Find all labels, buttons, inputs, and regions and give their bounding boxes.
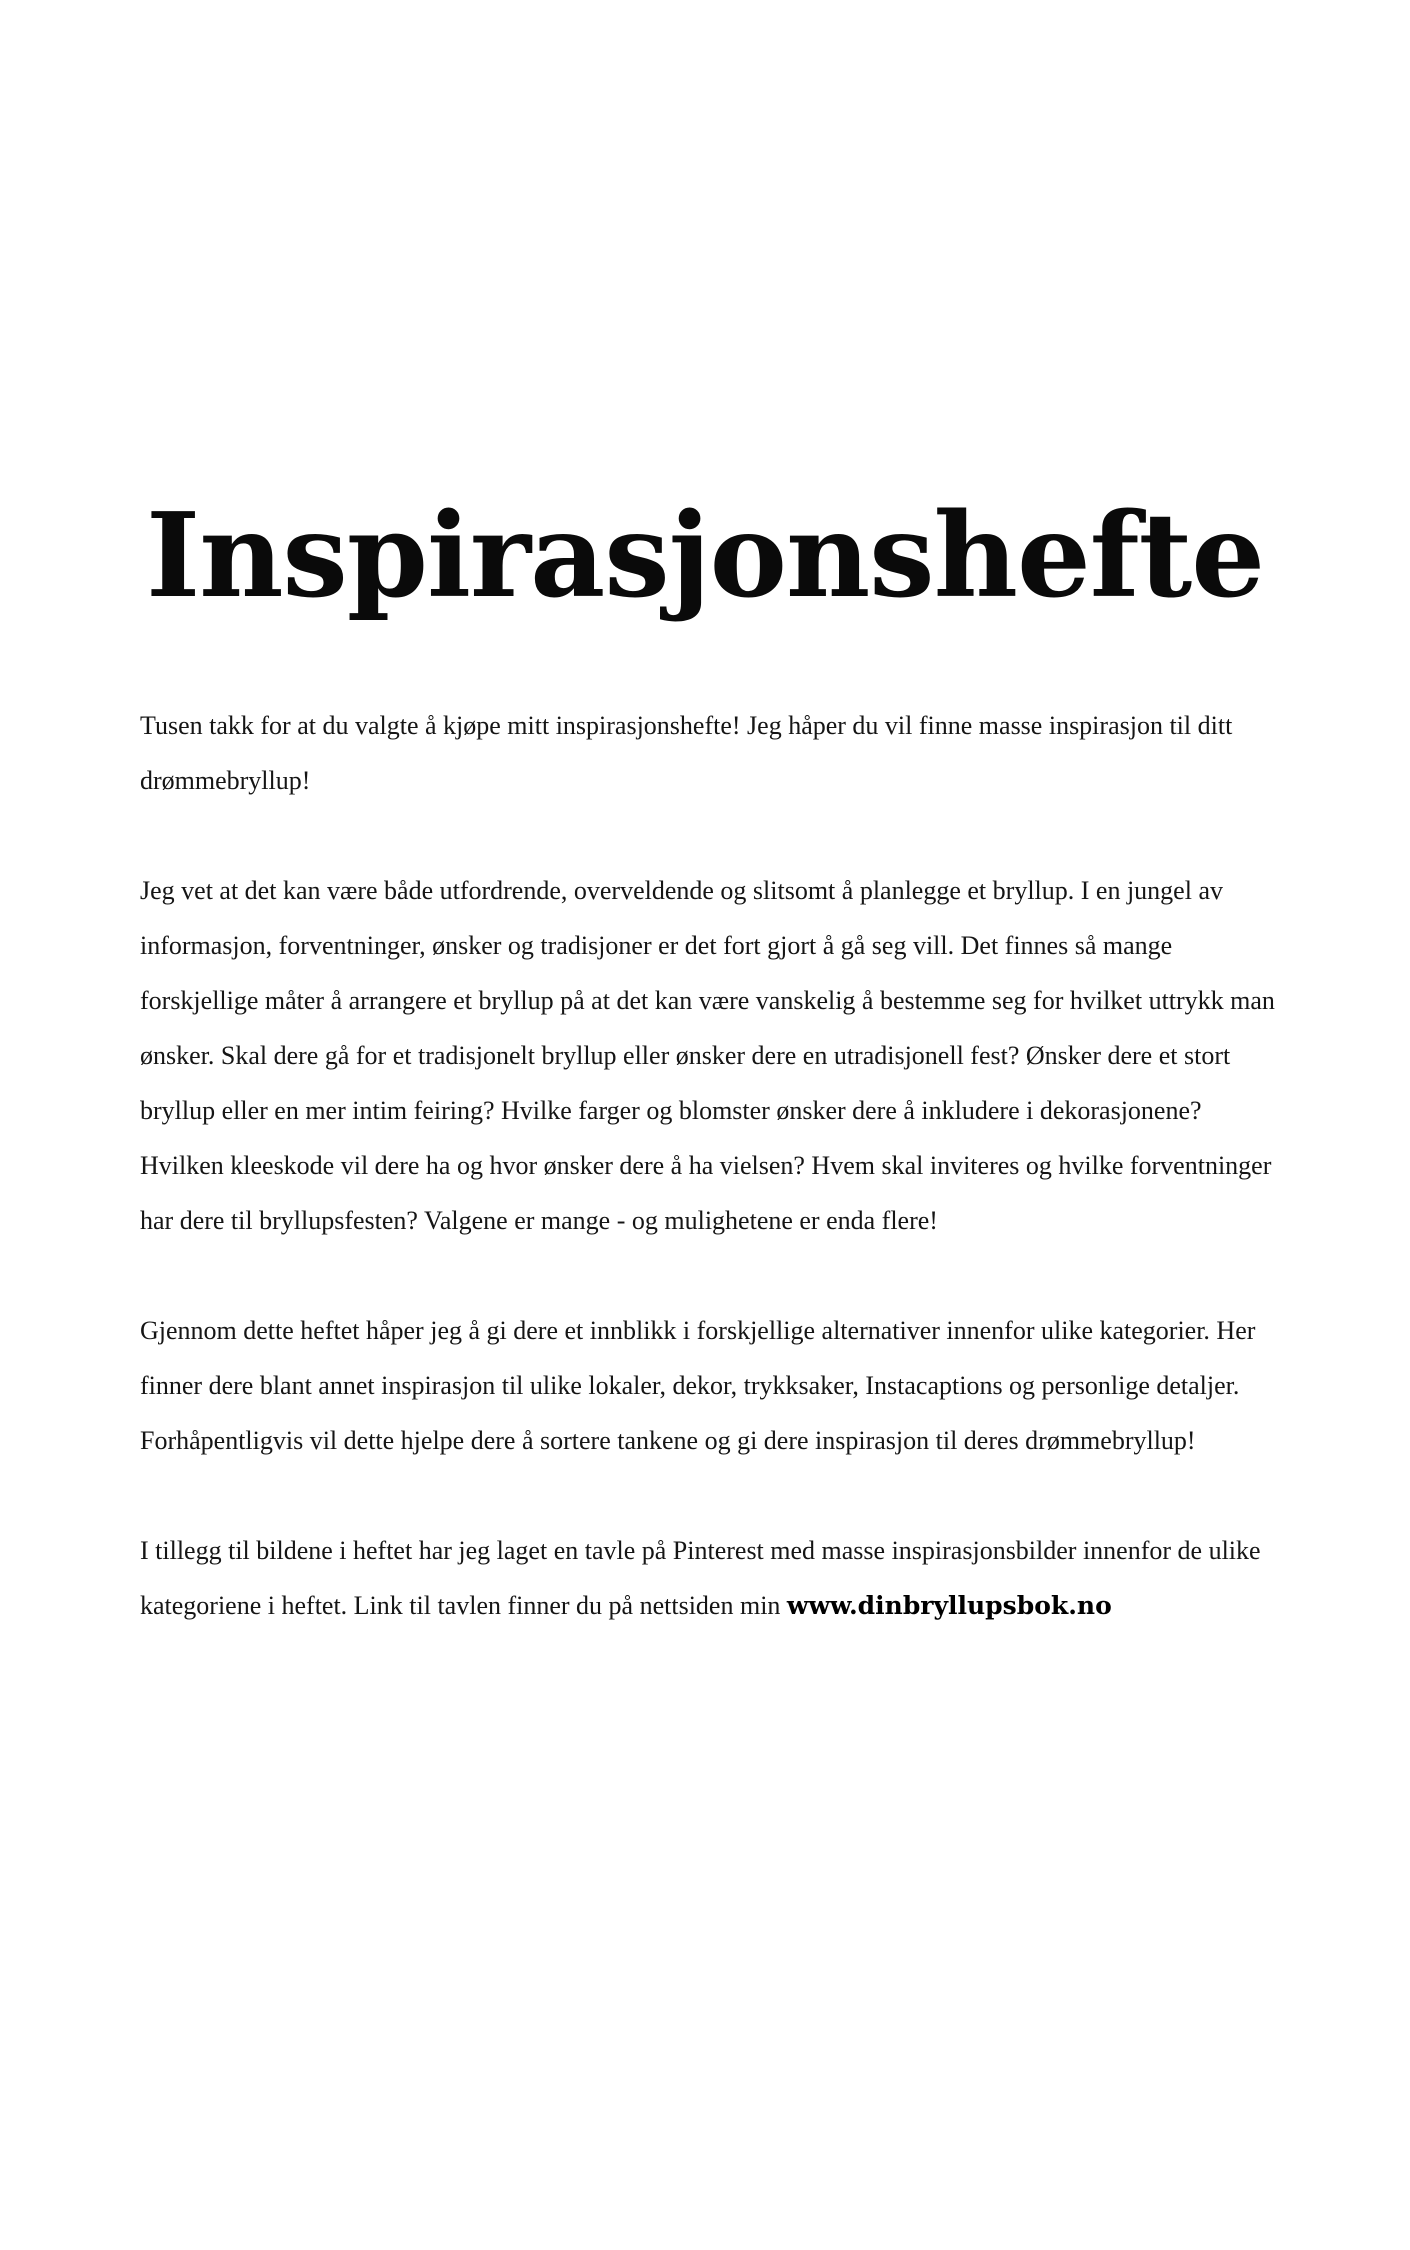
pinterest-paragraph xyxy=(140,1523,1280,1633)
body-text xyxy=(140,698,1280,1688)
planning-paragraph: Jeg vet at det kan være både utfordrende, overveldende og slitsomt å planlegge et bryllup. I en jungel av informasjon, forventninger, ønsker og tradisjoner er det fort gjort å gå seg vill. Det finnes så mange forskjellige måter å arrangere et bryllup på at det kan være vanskelig å bestemme seg for hvilket uttrykk man ønsker. Skal dere gå for et tradisjonelt bryllup eller ønsker dere en utradisjonell fest? Ønsker dere et stort bryllup eller en mer intim feiring? Hvilke farger og blomster ønsker dere å inkludere i dekorasjonene? Hvilken kleeskode vil dere ha og hvor ønsker dere å ha vielsen? Hvem skal inviteres og hvilke forventninger har dere til bryllupsfesten? Valgene er mange - og mulighetene er enda flere! xyxy=(140,876,1275,1235)
intro-paragraph: Tusen takk for at du valgte å kjøpe mitt inspirasjonshefte! Jeg håper du vil finne masse inspirasjon til ditt drømmebryllup! xyxy=(140,711,1233,795)
contents-paragraph: Gjennom dette heftet håper jeg å gi dere et innblikk i forskjellige alternativer innenfor ulike kategorier. Her finner dere blant annet inspirasjon til ulike lokaler, dekor, trykksaker, Instacaptions og personlige detaljer. Forhåpentligvis vil dette hjelpe dere å sortere tankene og gi dere inspirasjon til deres drømmebryllup! xyxy=(140,1316,1256,1455)
pinterest-paragraph-text: I tillegg til bildene i heftet har jeg laget en tavle på Pinterest med masse inspirasjonsbilder innenfor de ulike kategoriene i heftet. Link til tavlen finner du på nettsiden min xyxy=(140,1536,1261,1620)
page-title: Inspirasjonshefte xyxy=(145,488,1265,624)
website-link[interactable]: www.dinbryllupsbok.no xyxy=(786,1591,1112,1620)
